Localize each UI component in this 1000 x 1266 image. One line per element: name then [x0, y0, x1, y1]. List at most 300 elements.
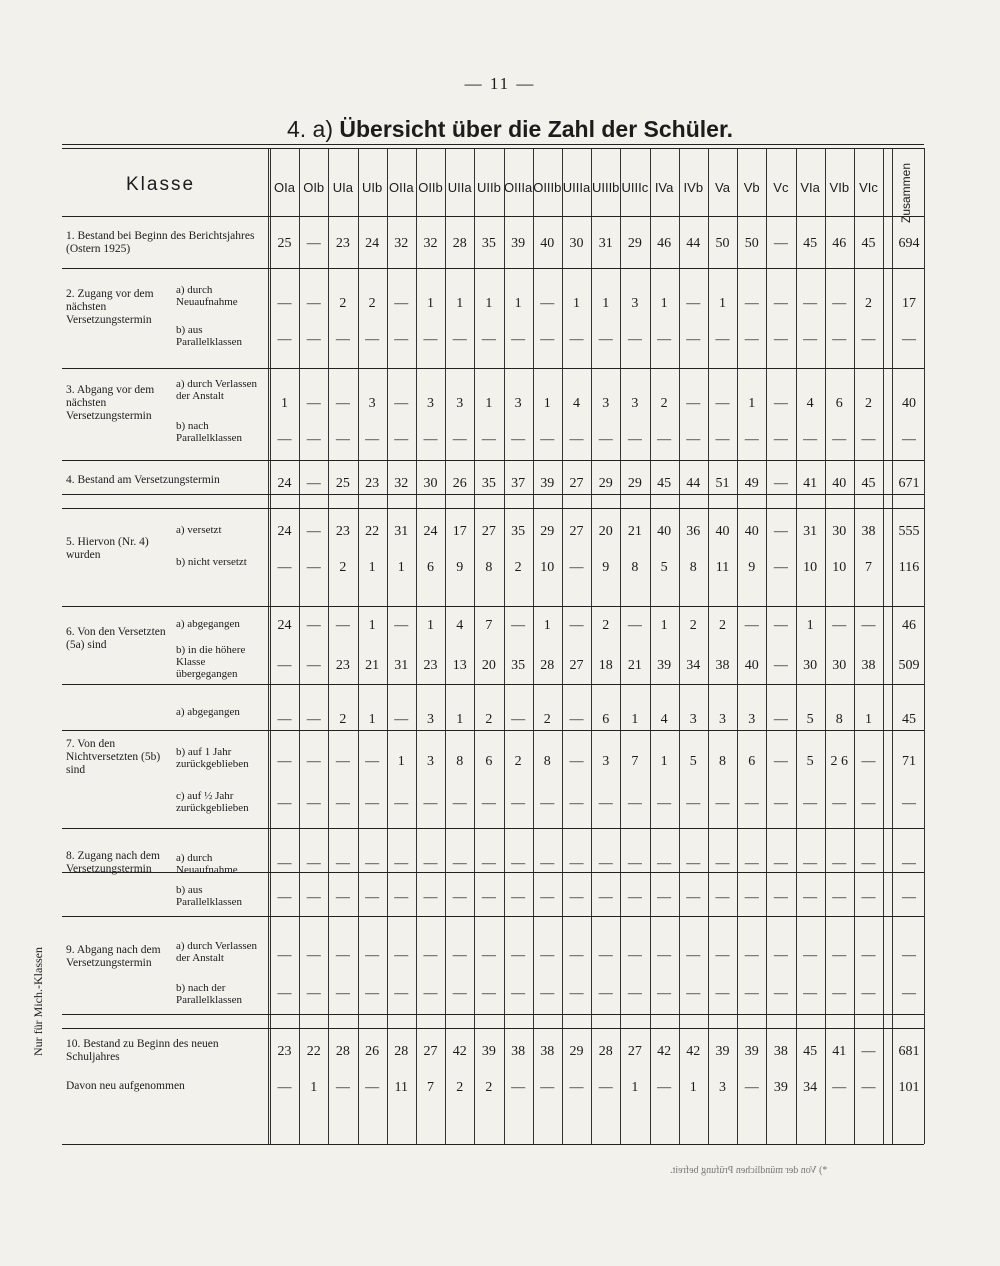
table-cell: —: [394, 396, 409, 411]
row-rule: [62, 268, 924, 269]
table-cell: 23: [335, 524, 350, 539]
table-cell: —: [277, 856, 292, 871]
table-cell: 3: [427, 754, 434, 769]
column-header: Vc: [773, 180, 789, 195]
table-cell: —: [511, 948, 526, 963]
table-cell: —: [773, 890, 788, 905]
table-cell: 1: [543, 618, 551, 633]
table-cell: 3: [368, 396, 376, 411]
table-cell: —: [569, 890, 584, 905]
table-cell: —: [686, 856, 701, 871]
table-cell: —: [306, 754, 321, 769]
table-cell: —: [306, 948, 321, 963]
table-cell: 6: [835, 396, 843, 411]
table-cell: —: [657, 890, 672, 905]
column-header: UIIIa: [562, 180, 591, 195]
table-cell: —: [335, 754, 350, 769]
table-cell: 35: [511, 524, 526, 539]
row-label: 8. Zugang nach dem Versetzungstermin: [66, 850, 160, 875]
total-cell: —: [902, 796, 916, 811]
table-cell: —: [423, 332, 438, 347]
table-cell: —: [627, 856, 642, 871]
table-cell: 29: [627, 476, 642, 491]
table-cell: 39: [511, 236, 526, 251]
column-rule: [924, 148, 925, 1144]
table-cell: —: [832, 1080, 847, 1095]
table-cell: 40: [744, 524, 759, 539]
table-cell: —: [744, 432, 759, 447]
table-cell: 26: [365, 1044, 380, 1059]
row-sublabel: b) in die höhere Klasse übergegangen: [176, 644, 246, 680]
table-cell: 4: [456, 618, 464, 633]
table-cell: —: [481, 890, 496, 905]
table-cell: 3: [719, 1080, 726, 1095]
table-cell: 25: [335, 476, 350, 491]
table-cell: 51: [715, 476, 730, 491]
table-cell: 2: [456, 1080, 464, 1095]
total-cell: 45: [902, 712, 916, 727]
table-cell: —: [540, 796, 555, 811]
table-cell: 31: [394, 524, 409, 539]
table-cell: —: [306, 658, 321, 673]
page-number: — 11 —: [464, 74, 536, 93]
table-cell: —: [452, 796, 467, 811]
table-cell: 3: [427, 396, 434, 411]
table-cell: —: [832, 856, 847, 871]
table-cell: —: [306, 890, 321, 905]
table-cell: 1: [397, 754, 405, 769]
table-cell: —: [773, 524, 788, 539]
table-cell: 3: [514, 396, 522, 411]
table-cell: 17: [452, 524, 467, 539]
table-cell: 11: [715, 560, 730, 575]
table-cell: —: [306, 332, 321, 347]
table-cell: —: [657, 332, 672, 347]
table-cell: 2: [602, 618, 610, 633]
table-cell: —: [335, 1080, 350, 1095]
table-cell: —: [686, 796, 701, 811]
table-cell: 3: [602, 396, 610, 411]
table-cell: —: [540, 856, 555, 871]
table-cell: —: [803, 296, 818, 311]
table-cell: —: [657, 986, 672, 1001]
table-cell: —: [569, 1080, 584, 1095]
table-cell: 29: [598, 476, 613, 491]
total-cell: —: [902, 890, 916, 905]
table-cell: —: [598, 1080, 613, 1095]
table-cell: 22: [365, 524, 380, 539]
table-cell: —: [803, 948, 818, 963]
column-header: Vb: [743, 180, 760, 195]
table-cell: —: [832, 618, 847, 633]
table-cell: —: [773, 396, 788, 411]
table-cell: 9: [602, 560, 610, 575]
table-cell: 45: [657, 476, 672, 491]
table-cell: —: [306, 796, 321, 811]
table-cell: —: [657, 948, 672, 963]
table-cell: —: [394, 948, 409, 963]
table-cell: 39: [540, 476, 555, 491]
table-cell: 1: [631, 712, 639, 727]
row-sublabel: a) durch Verlassen der Anstalt: [176, 378, 258, 402]
table-cell: —: [277, 560, 292, 575]
table-cell: 32: [423, 236, 438, 251]
table-cell: 1: [368, 712, 376, 727]
table-cell: 28: [598, 1044, 613, 1059]
table-cell: —: [832, 890, 847, 905]
table-cell: —: [511, 432, 526, 447]
table-cell: —: [773, 986, 788, 1001]
table-cell: 1: [427, 296, 434, 311]
table-cell: 2: [485, 712, 493, 727]
table-cell: 27: [569, 476, 584, 491]
column-header: UIIa: [447, 180, 472, 195]
table-cell: —: [481, 986, 496, 1001]
table-cell: —: [306, 524, 321, 539]
table-cell: —: [277, 1080, 292, 1095]
table-cell: —: [394, 712, 409, 727]
table-cell: 42: [657, 1044, 672, 1059]
table-cell: 21: [365, 658, 380, 673]
table-cell: 45: [861, 236, 876, 251]
table-cell: —: [861, 890, 876, 905]
table-cell: 45: [803, 236, 818, 251]
page-title: [280, 116, 740, 143]
table-cell: 37: [511, 476, 526, 491]
table-cell: —: [277, 332, 292, 347]
table-cell: 2 6: [830, 754, 849, 769]
table-cell: —: [686, 296, 701, 311]
table-cell: —: [394, 856, 409, 871]
table-cell: —: [306, 856, 321, 871]
table-cell: 7: [485, 618, 493, 633]
table-cell: —: [744, 856, 759, 871]
table-cell: 3: [602, 754, 610, 769]
table-cell: —: [832, 332, 847, 347]
table-cell: —: [657, 856, 672, 871]
table-cell: —: [394, 618, 409, 633]
table-cell: 40: [657, 524, 672, 539]
table-cell: 1: [806, 618, 814, 633]
table-cell: —: [744, 1080, 759, 1095]
table-cell: 2: [865, 396, 872, 411]
total-cell: 17: [902, 296, 916, 311]
table-cell: 1: [631, 1080, 639, 1095]
table-cell: 2: [660, 396, 668, 411]
row-sublabel: b) nach Parallelklassen: [176, 420, 242, 444]
row-rule: [62, 368, 924, 369]
table-cell: —: [481, 948, 496, 963]
table-cell: —: [481, 856, 496, 871]
column-header: IVb: [683, 180, 704, 195]
table-cell: —: [861, 432, 876, 447]
table-cell: —: [481, 432, 496, 447]
row-label: 5. Hiervon (Nr. 4) wurden: [66, 536, 149, 561]
table-cell: —: [569, 948, 584, 963]
table-cell: 27: [627, 1044, 642, 1059]
table-cell: —: [394, 432, 409, 447]
column-header: OIa: [274, 180, 295, 195]
table-cell: 39: [715, 1044, 730, 1059]
column-header: VIa: [800, 180, 820, 195]
table-cell: —: [803, 796, 818, 811]
table-cell: —: [744, 296, 759, 311]
table-cell: 29: [569, 1044, 584, 1059]
table-cell: 45: [803, 1044, 818, 1059]
table-cell: —: [540, 1080, 555, 1095]
table-cell: 1: [660, 296, 668, 311]
table-cell: —: [540, 890, 555, 905]
table-cell: 2: [543, 712, 551, 727]
table-cell: —: [773, 712, 788, 727]
table-cell: 10: [803, 560, 818, 575]
table-cell: —: [715, 986, 730, 1001]
table-cell: 6: [748, 754, 756, 769]
table-cell: —: [598, 856, 613, 871]
table-cell: —: [511, 618, 526, 633]
table-cell: —: [481, 332, 496, 347]
table-cell: 8: [485, 560, 493, 575]
table-cell: —: [365, 948, 380, 963]
table-cell: —: [335, 856, 350, 871]
row-label: Davon neu aufgenommen: [66, 1080, 185, 1092]
table-cell: 4: [660, 712, 668, 727]
table-cell: 2: [689, 618, 697, 633]
table-cell: —: [335, 948, 350, 963]
table-cell: —: [423, 948, 438, 963]
row-sublabel: b) aus Parallelklassen: [176, 324, 242, 348]
table-cell: 1: [719, 296, 726, 311]
table-cell: —: [598, 796, 613, 811]
column-header: UIIb: [476, 180, 501, 195]
total-cell: 694: [898, 236, 920, 251]
table-cell: 23: [277, 1044, 292, 1059]
table-cell: —: [365, 986, 380, 1001]
column-rule: [892, 148, 893, 1144]
table-cell: 35: [481, 476, 496, 491]
table-cell: —: [686, 948, 701, 963]
table-cell: —: [306, 560, 321, 575]
table-cell: 3: [631, 296, 639, 311]
title-bold: Übersicht über die Zahl der Schüler.: [339, 116, 734, 142]
table-cell: 2: [339, 712, 347, 727]
table-cell: —: [773, 856, 788, 871]
row-sublabel: a) abgegangen: [176, 706, 240, 718]
table-cell: 24: [277, 476, 292, 491]
table-cell: —: [627, 332, 642, 347]
row-label: 9. Abgang nach dem Versetzungstermin: [66, 944, 161, 969]
table-cell: —: [306, 618, 321, 633]
table-cell: —: [423, 890, 438, 905]
table-cell: 5: [806, 754, 814, 769]
table-cell: 31: [598, 236, 613, 251]
column-header: OIIb: [418, 180, 443, 195]
table-cell: —: [365, 796, 380, 811]
column-header: UIa: [332, 180, 353, 195]
table-cell: 21: [627, 658, 642, 673]
table-cell: —: [598, 986, 613, 1001]
table-cell: —: [598, 890, 613, 905]
table-cell: —: [511, 856, 526, 871]
table-cell: —: [569, 986, 584, 1001]
row-sublabel: a) abgegangen: [176, 618, 240, 630]
table-cell: 39: [657, 658, 672, 673]
table-cell: —: [335, 986, 350, 1001]
table-cell: —: [365, 754, 380, 769]
column-header: UIb: [361, 180, 383, 195]
row-rule: [62, 730, 924, 731]
row-sublabel: b) auf 1 Jahr zurückgeblieben: [176, 746, 249, 770]
row-rule: [62, 684, 924, 685]
table-cell: —: [335, 432, 350, 447]
table-cell: 2: [339, 296, 347, 311]
table-cell: —: [715, 332, 730, 347]
table-cell: 30: [569, 236, 584, 251]
table-cell: 30: [832, 524, 847, 539]
table-cell: —: [861, 948, 876, 963]
column-header: IVa: [654, 180, 674, 195]
table-cell: 29: [627, 236, 642, 251]
row-sublabel: a) durch Verlassen der Anstalt: [176, 940, 258, 964]
table-cell: —: [861, 618, 876, 633]
table-cell: —: [861, 332, 876, 347]
table-cell: —: [832, 296, 847, 311]
row-rule: [62, 828, 924, 829]
table-cell: 1: [602, 296, 610, 311]
row-sublabel: a) durch Neuaufnahme: [176, 852, 238, 876]
total-cell: 681: [898, 1044, 920, 1059]
table-cell: 35: [481, 236, 496, 251]
table-cell: —: [657, 1080, 672, 1095]
table-cell: —: [803, 986, 818, 1001]
table-cell: 50: [744, 236, 759, 251]
table-cell: 1: [397, 560, 405, 575]
table-cell: 34: [803, 1080, 818, 1095]
total-cell: 46: [902, 618, 916, 633]
table-cell: —: [335, 618, 350, 633]
table-cell: —: [773, 948, 788, 963]
row-rule: [62, 216, 924, 217]
table-cell: 27: [569, 524, 584, 539]
row-sublabel: c) auf ½ Jahr zurückgeblieben: [176, 790, 249, 814]
table-cell: —: [569, 796, 584, 811]
table-cell: —: [686, 890, 701, 905]
table-cell: 26: [452, 476, 467, 491]
row-sublabel: a) durch Neuaufnahme: [176, 284, 238, 308]
table-cell: 1: [748, 396, 756, 411]
table-cell: —: [365, 890, 380, 905]
table-cell: 3: [689, 712, 697, 727]
table-cell: —: [569, 618, 584, 633]
table-cell: 1: [485, 396, 493, 411]
side-label-text: Nur für Mich.-Klassen: [30, 947, 45, 1056]
row-sublabel: a) versetzt: [176, 524, 222, 536]
table-cell: —: [744, 796, 759, 811]
table-cell: 50: [715, 236, 730, 251]
table-cell: —: [627, 618, 642, 633]
table-cell: 38: [511, 1044, 526, 1059]
row-rule: [62, 1144, 924, 1145]
column-header: OIIIb: [533, 180, 562, 195]
table-cell: —: [832, 986, 847, 1001]
table-cell: —: [861, 856, 876, 871]
table-cell: 7: [865, 560, 872, 575]
table-cell: 9: [748, 560, 756, 575]
table-cell: 3: [719, 712, 726, 727]
table-cell: 38: [861, 524, 876, 539]
row-rule: [62, 606, 924, 607]
total-cell: —: [902, 986, 916, 1001]
table-cell: 23: [423, 658, 438, 673]
table-cell: —: [569, 332, 584, 347]
table-cell: —: [306, 396, 321, 411]
table-cell: —: [511, 1080, 526, 1095]
total-cell: 116: [898, 560, 920, 575]
total-cell: 71: [902, 754, 916, 769]
table-cell: —: [686, 986, 701, 1001]
column-header: VIc: [859, 180, 878, 195]
table-cell: —: [627, 796, 642, 811]
table-cell: 8: [543, 754, 551, 769]
table-cell: —: [540, 432, 555, 447]
table-cell: —: [773, 236, 788, 251]
total-cell: 101: [898, 1080, 920, 1095]
table-cell: —: [277, 890, 292, 905]
table-cell: —: [452, 890, 467, 905]
row-rule: [62, 494, 924, 495]
table-cell: 1: [368, 560, 376, 575]
table-cell: 27: [569, 658, 584, 673]
table-cell: 18: [598, 658, 613, 673]
table-cell: —: [627, 948, 642, 963]
total-cell: —: [902, 432, 916, 447]
row-sublabel: b) aus Parallelklassen: [176, 884, 242, 908]
row-label: 1. Bestand bei Beginn des Berichtsjahres (Ostern 1925): [66, 230, 255, 255]
table-cell: 1: [456, 712, 464, 727]
table-cell: —: [773, 658, 788, 673]
table-cell: 1: [865, 712, 872, 727]
table-cell: 28: [452, 236, 467, 251]
table-cell: —: [657, 432, 672, 447]
table-cell: 3: [456, 396, 464, 411]
table-cell: —: [511, 986, 526, 1001]
table-cell: —: [744, 948, 759, 963]
table-cell: —: [277, 296, 292, 311]
table-cell: 31: [394, 658, 409, 673]
table-cell: 27: [423, 1044, 438, 1059]
table-cell: —: [335, 890, 350, 905]
row-label: 7. Von den Nichtversetzten (5b) sind: [66, 738, 161, 776]
table-cell: 1: [543, 396, 551, 411]
table-cell: 1: [573, 296, 580, 311]
table-cell: 23: [335, 658, 350, 673]
total-cell: —: [902, 332, 916, 347]
table-cell: —: [803, 890, 818, 905]
table-cell: 40: [540, 236, 555, 251]
column-header: VIb: [829, 180, 850, 195]
table-cell: 23: [335, 236, 350, 251]
table-cell: —: [803, 332, 818, 347]
table-cell: 24: [277, 524, 292, 539]
table-cell: 10: [832, 560, 847, 575]
table-cell: —: [686, 396, 701, 411]
row-rule: [62, 460, 924, 461]
table-cell: 1: [456, 296, 464, 311]
table-cell: 30: [803, 658, 818, 673]
table-cell: —: [627, 986, 642, 1001]
table-cell: 1: [281, 396, 288, 411]
table-cell: 30: [832, 658, 847, 673]
